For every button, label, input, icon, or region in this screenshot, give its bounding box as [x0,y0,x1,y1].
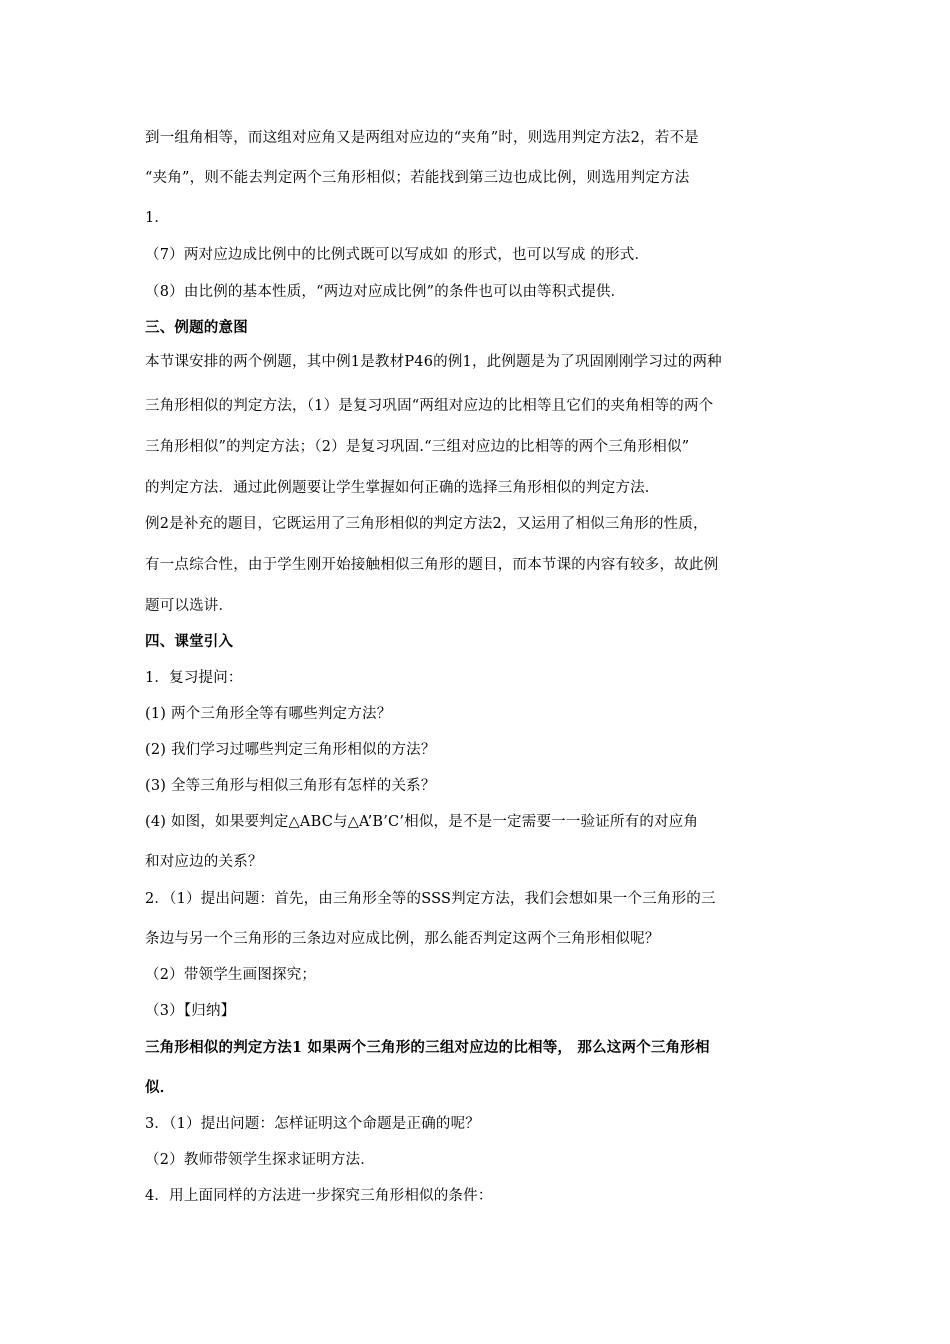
paragraph-line: 有一点综合性，由于学生刚开始接触相似三角形的题目，而本节课的内容有较多，故此例 [145,557,719,573]
paragraph-line: （7）两对应边成比例中的比例式既可以写成如 的形式，也可以写成 的形式． [145,247,650,263]
paragraph-line: （2）教师带领学生探求证明方法． [145,1152,375,1168]
theorem-line: 三角形相似的判定方法1 如果两个三角形的三组对应边的比相等， 那么这两个三角形相 [145,1039,710,1056]
paragraph-line: (4) 如图，如果要判定△ABC与△A’B’C’相似，是不是一定需要一一验证所有的对应角 [145,814,699,830]
paragraph-line: 本节课安排的两个例题，其中例1是教材P46的例1，此例题是为了巩固刚刚学习过的两种 [145,354,722,370]
paragraph-line: 三角形相似”的判定方法；（2）是复习巩固.“三组对应边的比相等的两个三角形相似” [145,439,690,455]
paragraph-line: 例2是补充的题目，它既运用了三角形相似的判定方法2，又运用了相似三角形的性质， [145,516,708,532]
paragraph-line: “夹角”，则不能去判定两个三角形相似；若能找到第三边也成比例，则选用判定方法 [145,170,690,186]
paragraph-line: (2) 我们学习过哪些判定三角形相似的方法？ [145,742,436,758]
paragraph-line: (3) 全等三角形与相似三角形有怎样的关系？ [145,778,436,794]
paragraph-line: 题可以选讲． [145,598,234,614]
paragraph-line: 1． [145,210,170,226]
paragraph-line: 三角形相似的判定方法，（1）是复习巩固“两组对应边的比相等且它们的夹角相等的两个 [145,398,714,414]
paragraph-line: （8）由比例的基本性质，“两边对应成比例”的条件也可以由等积式提供． [145,284,626,300]
paragraph-line: 的判定方法．通过此例题要让学生掌握如何正确的选择三角形相似的判定方法． [145,480,660,496]
paragraph-line: (1) 两个三角形全等有哪些判定方法？ [145,706,392,722]
paragraph-line: 1．复习提问： [145,670,243,686]
paragraph-line: （3）【归纳】 [145,1003,236,1019]
section-heading: 三、例题的意图 [145,319,248,336]
section-heading: 四、课堂引入 [145,633,234,650]
paragraph-line: （2）带领学生画图探究； [145,967,317,983]
paragraph-line: 2．（1）提出问题：首先，由三角形全等的SSS判定方法，我们会想如果一个三角形的三 [145,891,716,907]
paragraph-line: 3．（1）提出问题：怎样证明这个命题是正确的呢？ [145,1116,480,1132]
theorem-line: 似． [145,1079,175,1096]
paragraph-line: 到一组角相等，而这组对应角又是两组对应边的“夹角”时，则选用判定方法2，若不是 [145,130,699,146]
paragraph-line: 条边与另一个三角形的三条边对应成比例，那么能否判定这两个三角形相似呢？ [145,931,660,947]
paragraph-line: 4．用上面同样的方法进一步探究三角形相似的条件： [145,1188,493,1204]
paragraph-line: 和对应边的关系？ [145,854,263,870]
